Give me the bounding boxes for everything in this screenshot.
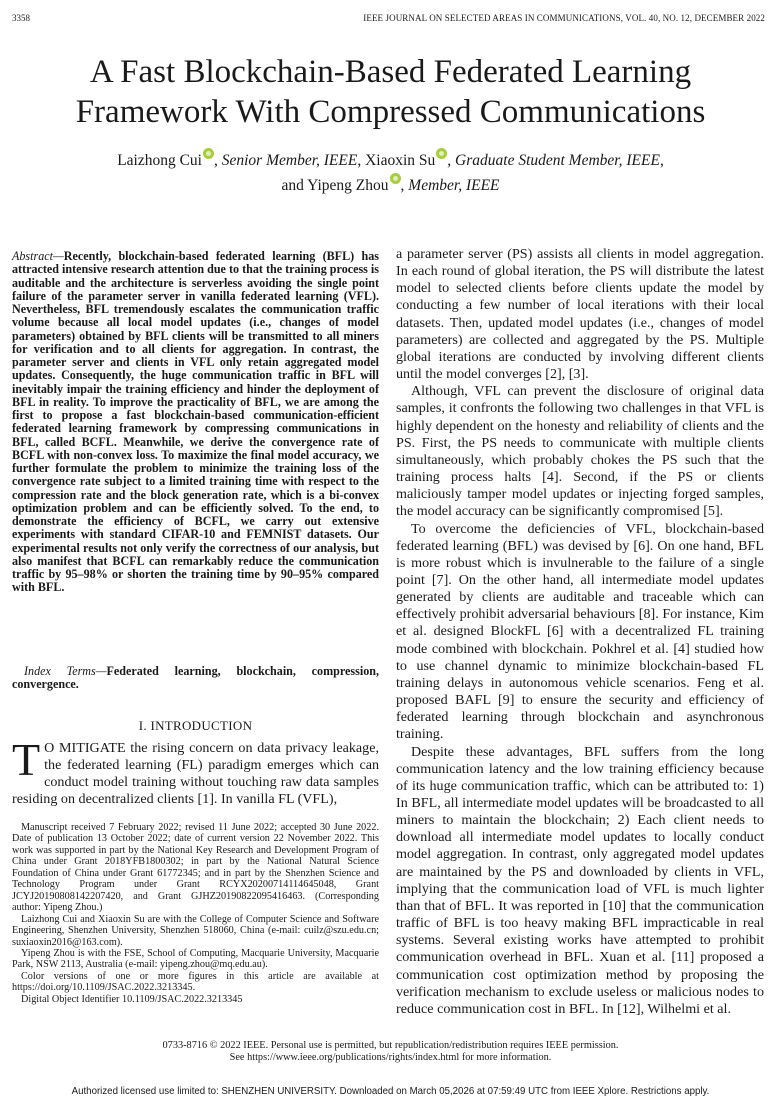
orcid-icon[interactable] (203, 148, 214, 159)
author-role: Member, IEEE (408, 177, 500, 194)
body-column (396, 246, 764, 1018)
footnote-item: Manuscript received 7 February 2022; revised 11 June 2022; accepted 30 June 2022. Date of publication 13 October 2022; date of current version 22 November 2022. This work was supported in part by the National Key Research and Development Program of China under Grant 2018YFB1800302; in part by the National Natural Science Foundation of China under Grant 61772345; and in part by the Shenzhen Science and Technology Program under Grant RCYX20200714114645048, Grant JCYJ20190808142207420, and Grant GJHZ20190822095416463. (Corresponding author: Yipeng Zhou.) (12, 822, 379, 914)
footnote-item: Digital Object Identifier 10.1109/JSAC.2022.3213345 (21, 993, 243, 1005)
author-role: Senior Member, IEEE (221, 152, 358, 169)
author-name: Yipeng Zhou (307, 177, 389, 194)
intro-lead: O MITIGATE (44, 740, 126, 756)
author-conjunction: and (281, 177, 304, 194)
footnotes (12, 822, 379, 1005)
abstract: Abstract—Recently, blockchain-based federated learning (BFL) has attracted intensive research attention due to that the training process is auditable and the architecture is serverless avoiding the single point failure of the parameter server in vanilla federated learning (VFL). Nevertheless, BFL tremendously escalates the communication traffic volume because all local model updates (i.e., changes of model parameters) obtained by BFL clients will be transmitted to all miners for verification and to all clients for aggregation. In contrast, the parameter server and clients in VFL only retain aggregated model updates. Consequently, the huge communication traffic in BFL will inevitably impair the training efficiency and hinder the deployment of BFL in reality. To improve the practicality of BFL, we are among the first to propose a fast blockchain-based communication-efficient federated learning framework by compressing communications in BFL, called BCFL. Meanwhile, we derive the convergence rate of BCFL with non-convex loss. To maximize the final model accuracy, we further formulate the problem to minimize the training loss of the convergence rate subject to a limited training time with respect to the compression rate and the block generation rate, which is a bi-convex optimization problem and can be efficiently solved. To the end, to demonstrate the efficiency of BCFL, we carry out extensive experiments with standard CIFAR-10 and FEMNIST datasets. Our experimental results not only verify the correctness of our analysis, but also manifest that BCFL can remarkably reduce the communication traffic by 95–98% or shorten the training time by 90–95% compared with BFL. (12, 249, 379, 595)
author-block: Laizhong Cui , Senior Member, IEEE, Xiaoxin Su , Graduate Student Member, IEEE, and Yipeng Zhou , Member, IEEE (0, 148, 781, 198)
body-paragraph: a parameter server (PS) assists all clients in model aggregation. In each round of global iteration, the PS will distribute the latest model to selected clients before clients update the model by conducting a few number of local iterations with their local datasets. Then, updated model updates (i.e., changes of model parameters) are collected and aggregated by the PS. Multiple global iterations are conducted by involving different clients until the model converges [2], [3]. (396, 246, 764, 383)
intro-text: the rising concern on data privacy leakage, the federated learning (FL) paradigm emerges which can conduct model training without touching raw data samples residing on decentralized clients [1]. In vanilla FL (VFL), (12, 740, 379, 808)
author-role: Graduate Student Member, IEEE (455, 152, 660, 169)
intro-paragraph (12, 734, 379, 809)
orcid-icon[interactable] (390, 173, 401, 184)
page-number: 3358 (12, 13, 30, 23)
abstract-label: Abstract (12, 249, 53, 263)
copyright-line: 0733-8716 © 2022 IEEE. Personal use is permitted, but republication/redistribution requires IEEE permission. (162, 1040, 619, 1051)
index-terms-text: Federated learning, blockchain, compression, convergence. (12, 664, 379, 692)
author-name: Xiaoxin Su (365, 152, 436, 169)
copyright-link-line[interactable]: See https://www.ieee.org/publications/rights/index.html for more information. (229, 1052, 552, 1063)
body-paragraph: Although, VFL can prevent the disclosure of original data samples, it confronts the following two challenges in that VFL is highly dependent on the honesty and reliability of clients and the PS. First, the PS needs to communicate with multiple clients simultaneously, which probably chokes the PS such that the training process halts [4]. Second, if the PS or clients maliciously tamper model updates or injecting forged samples, the model accuracy can be significantly compromised [5]. (396, 383, 764, 520)
footnote-item: Color versions of one or more figures in this article are available at https://doi.org/10.1109/JSAC.2022.3213345. (12, 970, 379, 994)
body-paragraph: Despite these advantages, BFL suffers from the long communication latency and the low training efficiency because of its huge communication traffic, which can be attributed to: 1) In BFL, all intermediate model updates will be broadcasted to all miners to maintain the blockchain; 2) Each client needs to download all intermediate model updates to locally conduct model aggregation. In contrast, only aggregated model updates are maintained by the PS and downloaded by clients in VFL, implying that the communication load of VFL is much lighter than that of BFL. It was reported in [10] that the communication traffic of BFL is too heavy making BFL impracticable in real systems. Several existing works have attempted to prohibit communication overhead in BFL. Xuan et al. [11] proposed a communication cost optimization method by proposing the verification mechanism to exclude useless or malicious nodes to reduce communication cost in BFL. In [12], Wilhelmi et al. (396, 743, 764, 1017)
author-name: Laizhong Cui (117, 152, 202, 169)
copyright-notice (0, 1040, 781, 1064)
index-terms-label: Index Terms (24, 664, 96, 678)
abstract-text: Recently, blockchain-based federated learning (BFL) has attracted intensive research attention due to that the training process is auditable and the architecture is serverless avoiding the single point failure of the parameter server in vanilla federated learning (VFL). Nevertheless, BFL tremendously escalates the communication traffic volume because all local model updates (i.e., changes of model parameters) obtained by BFL clients will be transmitted to all miners for verification and to all clients for aggregation. In contrast, the parameter server and clients in VFL only retain aggregated model updates. Consequently, the huge communication traffic in BFL will inevitably impair the training efficiency and hinder the deployment of BFL in reality. To improve the practicality of BFL, we are among the first to propose a fast blockchain-based communication-efficient federated learning framework by compressing communications in BFL, called BCFL. Meanwhile, we derive the convergence rate of BCFL with non-convex loss. To maximize the final model accuracy, we further formulate the problem to minimize the training loss of the convergence rate subject to a limited training time with respect to the compression rate and the block generation rate, which is a bi-convex optimization problem and can be efficiently solved. To the end, to demonstrate the efficiency of BCFL, we carry out extensive experiments with standard CIFAR-10 and FEMNIST datasets. Our experimental results not only verify the correctness of our analysis, but also manifest that BCFL can remarkably reduce the communication traffic by 95–98% or shorten the training time by 90–95% compared with BFL. (12, 249, 379, 595)
download-notice: Authorized licensed use limited to: SHENZHEN UNIVERSITY. Downloaded on March 05,2026 at 07:59:49 UTC from IEEE Xplore. Restrictions apply. (71, 1086, 710, 1097)
title-line-1: A Fast Blockchain-Based Federated Learning (89, 54, 692, 90)
orcid-icon[interactable] (436, 148, 447, 159)
body-paragraph: To overcome the deficiencies of VFL, blockchain-based federated learning (BFL) was devised by [6]. On one hand, BFL is more robust which is invulnerable to the failure of a single point [7]. On the other hand, all intermediate model updates generated by clients are auditable and traceable which can effectively prohibit adversarial behaviours [8]. For instance, Kim et al. designed BlockFL [6] with a decentralized FL training mode combined with blockchain. Pokhrel et al. [4] studied how to use channel dynamic to minimize blockchain-based FL training delays in autonomous vehicle scenarios. Feng et al. proposed BAFL [9] to ensure the security and efficiency of federated learning through blockchain and asynchronous training. (396, 520, 764, 743)
running-header: IEEE JOURNAL ON SELECTED AREAS IN COMMUNICATIONS, VOL. 40, NO. 12, DECEMBER 2022 (363, 13, 765, 23)
paper-title (0, 52, 781, 132)
section-heading: I. INTRODUCTION (138, 718, 253, 733)
footnote-item: Laizhong Cui and Xiaoxin Su are with the College of Computer Science and Software Engineering, Shenzhen University, Shenzhen 518060, China (e-mail: cuilz@szu.edu.cn; suxiaoxin2016@163.com). (12, 913, 379, 948)
footnote-item: Yipeng Zhou is with the FSE, School of Computing, Macquarie University, Macquarie Park, NSW 2113, Australia (e-mail: yipeng.zhou@mq.edu.au). (12, 947, 379, 971)
title-line-2: Framework With Compressed Communications (75, 94, 706, 130)
index-terms: Index Terms—Federated learning, blockchain, compression, convergence. (12, 664, 379, 692)
drop-cap: T (12, 734, 41, 785)
